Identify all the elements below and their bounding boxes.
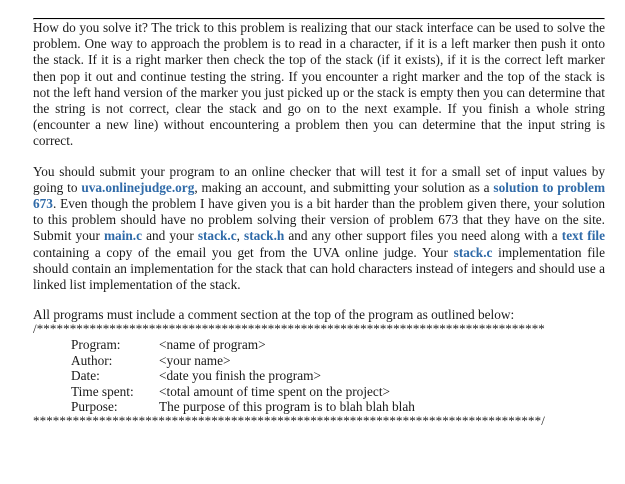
submission-text-3: . Even though the problem I have given you is a bit harder than the problem given there, your solution to this problem should have no problem solving their version of problem 673 that they have on the site. Submit your: [33, 196, 605, 244]
comment-block-bottom-stars: *****************************************************************************/: [33, 415, 545, 428]
paragraph-submission-instructions: [33, 164, 605, 294]
paragraph-comment-requirement: All programs must include a comment section at the top of the program as outlined below:: [33, 307, 515, 323]
comment-value: <total amount of time spent on the project>: [159, 383, 391, 399]
comment-value: <date you finish the program>: [159, 368, 321, 384]
comment-label: Time spent:: [71, 383, 134, 399]
comment-header-table: [71, 337, 415, 414]
comment-value: <your name>: [159, 352, 231, 368]
file-stack-c-implementation: stack.c: [453, 244, 493, 260]
comment-row-time-spent: [71, 384, 415, 399]
comment-label: Author:: [71, 352, 113, 368]
paragraph-solution-approach: How do you solve it? The trick to this problem is realizing that our stack interface can be used to solve the problem. One way to approach the problem is to read in a character, if it is a left marker then push it onto the stack. If it is a right marker then check the top of the stack (if it exists), if it is the correct left marker then pop it out and continue testing the string. If you encounter a right marker and the top of the stack is not the left hand version of the marker you just picked up or the stack is empty then you can determine that the string is not correct, clear the stack and go on to the next example. If you finish a whole string (encounter a new line) without encountering a problem then you can determine that the input string is correct.: [33, 20, 605, 149]
comment-row-date: [71, 368, 415, 383]
comment-label: Date:: [71, 368, 100, 384]
link-problem-673[interactable]: solution to problem 673: [33, 179, 606, 212]
link-uva-onlinejudge[interactable]: uva.onlinejudge.org: [81, 179, 195, 195]
file-main-c: main.c: [103, 228, 143, 244]
submission-text-8: implementation file should contain an implementation for the stack that can hold characters instead of integers and should use a linked list implementation of the stack.: [33, 244, 605, 293]
comment-row-purpose: [71, 399, 415, 414]
submission-text-7: containing a copy of the email you get from the UVA online judge. Your: [33, 244, 454, 260]
submission-text-4: and your: [142, 228, 198, 244]
submission-text-1: You should submit your program to an online checker that will test it for a small set of input values by going to: [33, 163, 605, 195]
document-page: [33, 18, 605, 427]
comment-label: Program:: [71, 337, 121, 353]
comment-value: The purpose of this program is to blah blah blah: [159, 399, 415, 415]
comment-block-top-stars: /*****************************************************************************: [33, 323, 545, 336]
comment-row-program: [71, 337, 415, 352]
comment-label: Purpose:: [71, 399, 118, 415]
comment-row-author: [71, 353, 415, 368]
submission-text-5: ,: [236, 228, 245, 244]
file-stack-c: stack.c: [197, 228, 237, 244]
file-stack-h: stack.h: [244, 228, 285, 244]
comment-value: <name of program>: [159, 337, 266, 353]
file-text-file: text file: [561, 228, 606, 244]
submission-text-2: , making an account, and submitting your solution as a: [194, 179, 494, 195]
submission-text-6: and any other support files you need along with a: [284, 228, 562, 244]
